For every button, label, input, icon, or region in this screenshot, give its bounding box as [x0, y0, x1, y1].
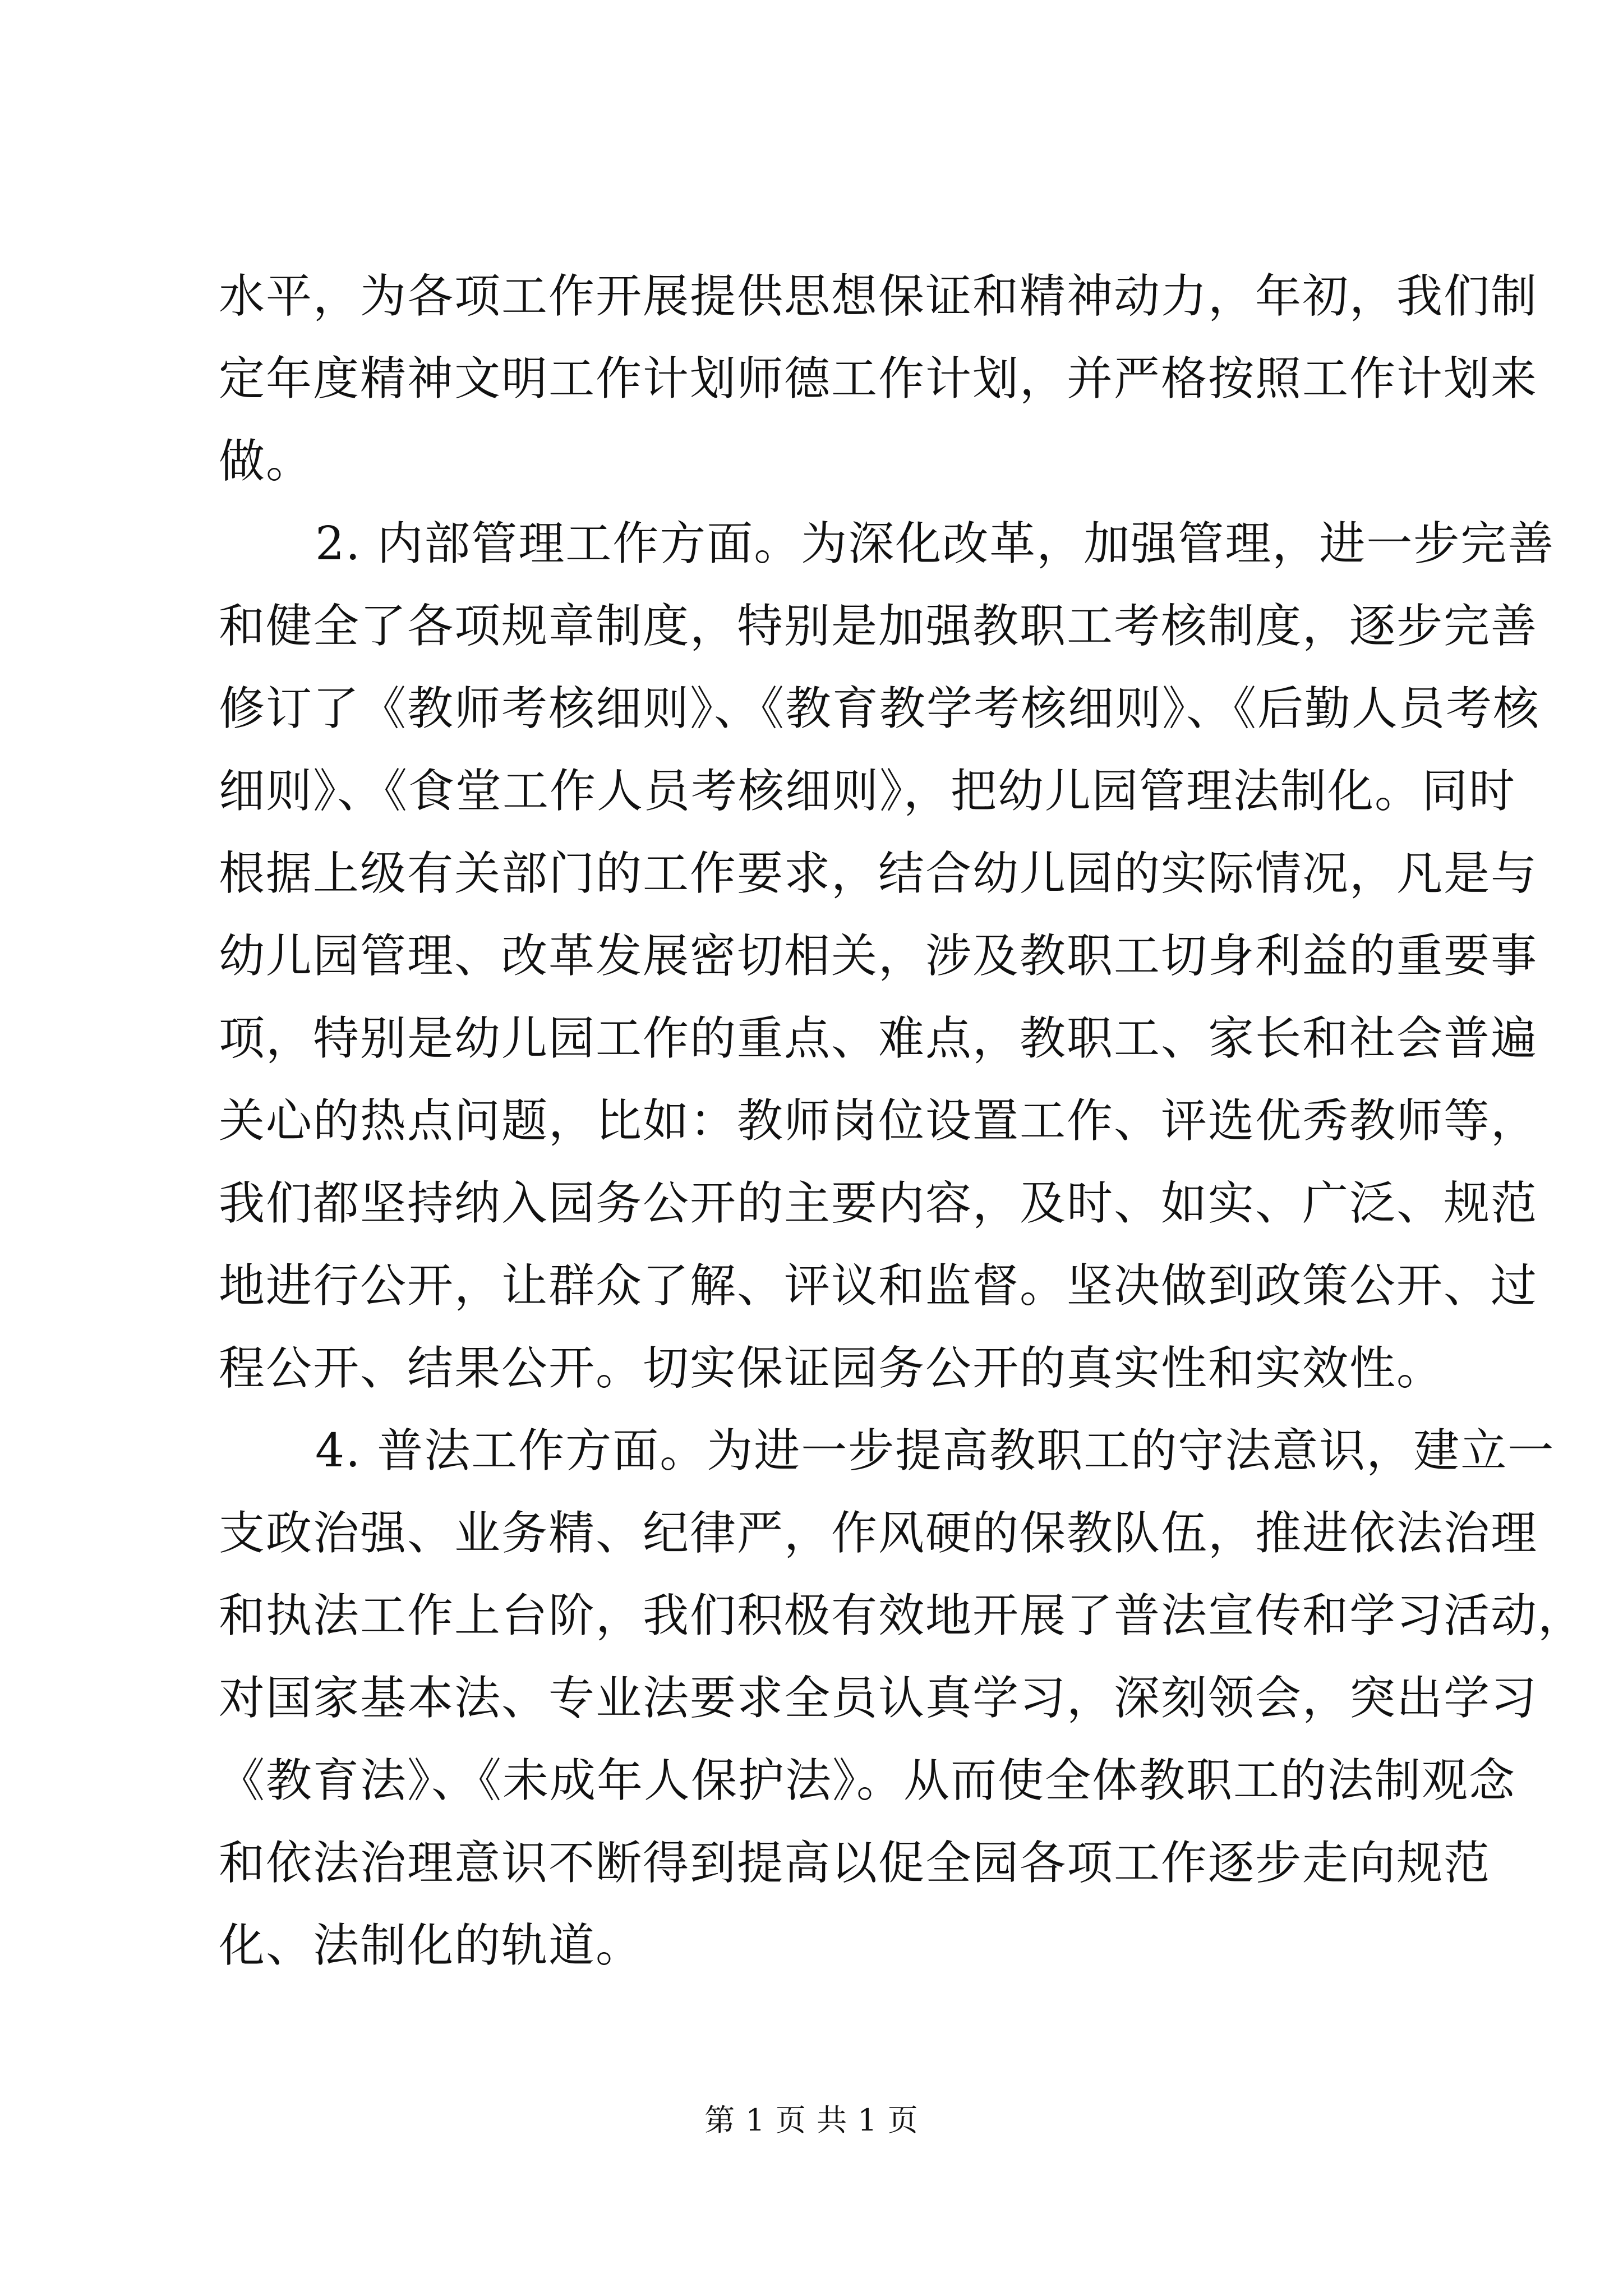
page-footer: 第 1 页 共 1 页 [704, 2102, 919, 2138]
text-line: 《教育法》、《未成年人保护法》。从而使全体教职工的法制观念 [219, 1754, 1516, 1807]
text-line: 水平，为各项工作开展提供思想保证和精神动力，年初，我们制 [219, 270, 1538, 323]
text-line: 和健全了各项规章制度，特别是加强教职工考核制度，逐步完善 [219, 600, 1538, 653]
text-line: 化、法制化的轨道。 [219, 1919, 643, 1972]
text-line: 2. 内部管理工作方面。为深化改革，加强管理，进一步完善 [315, 517, 1555, 570]
text-line: 项，特别是幼儿园工作的重点、难点，教职工、家长和社会普遍 [219, 1012, 1538, 1065]
text-line: 修订了《教师考核细则》、《教育教学考核细则》、《后勤人员考核 [219, 682, 1541, 735]
text-line: 和执法工作上台阶，我们积极有效地开展了普法宣传和学习活动， [219, 1589, 1585, 1642]
text-line: 根据上级有关部门的工作要求，结合幼儿园的实际情况，凡是与 [219, 847, 1538, 900]
text-line: 4. 普法工作方面。为进一步提高教职工的守法意识，建立一 [315, 1424, 1555, 1478]
text-line: 地进行公开，让群众了解、评议和监督。坚决做到政策公开、过 [219, 1259, 1538, 1313]
text-line: 我们都坚持纳入园务公开的主要内容，及时、如实、广泛、规范 [219, 1177, 1538, 1230]
text-line: 关心的热点问题，比如：教师岗位设置工作、评选优秀教师等， [219, 1094, 1538, 1148]
text-line: 对国家基本法、专业法要求全员认真学习，深刻领会，突出学习 [219, 1672, 1538, 1725]
text-line: 定年度精神文明工作计划师德工作计划，并严格按照工作计划来 [219, 352, 1538, 406]
text-line: 细则》、《食堂工作人员考核细则》，把幼儿园管理法制化。同时 [219, 765, 1516, 818]
text-line: 做。 [219, 435, 313, 488]
document-body [219, 255, 1585, 1987]
text-line: 支政治强、业务精、纪律严，作风硬的保教队伍，推进依法治理 [219, 1507, 1538, 1560]
text-line: 和依法治理意识不断得到提高以促全园各项工作逐步走向规范 [219, 1837, 1491, 1890]
text-line: 幼儿园管理、改革发展密切相关，涉及教职工切身利益的重要事 [219, 930, 1538, 983]
text-line: 程公开、结果公开。切实保证园务公开的真实性和实效性。 [219, 1342, 1444, 1395]
